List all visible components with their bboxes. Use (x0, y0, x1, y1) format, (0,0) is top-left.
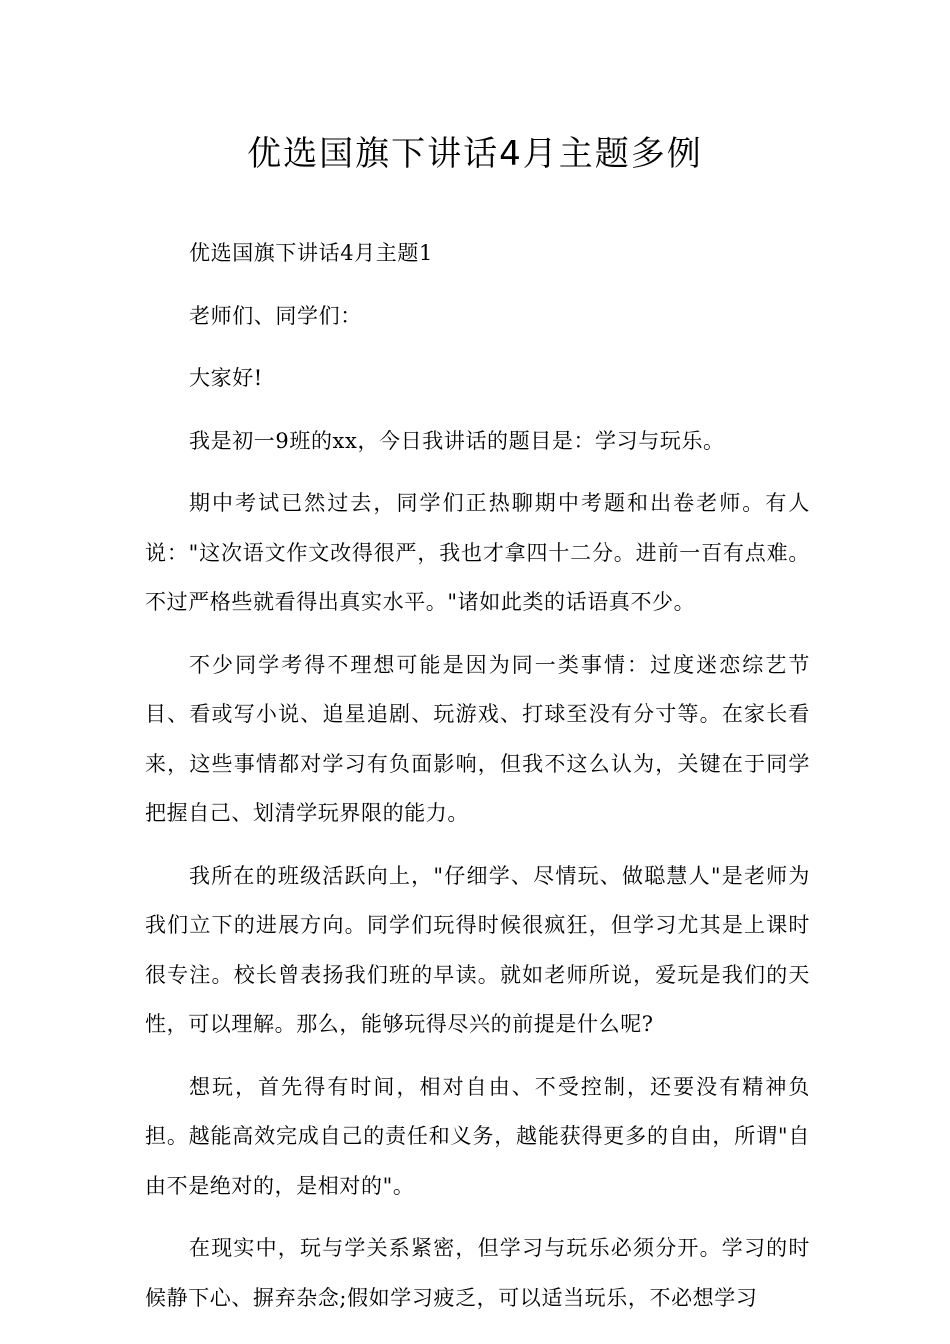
paragraph-body: 不少同学考得不理想可能是因为同一类事情：过度迷恋综艺节目、看或写小说、追星追剧、玩游戏、打球至没有分寸等。在家长看来，这些事情都对学习有负面影响，但我不这么认为，关键在于同学把握自己、划清学玩界限的能力。 (145, 652, 810, 825)
paragraph-body: 在现实中，玩与学关系紧密，但学习与玩乐必须分开。学习的时候静下心、摒弃杂念;假如学习疲乏，可以适当玩乐，不必想学习 (145, 1236, 810, 1310)
paragraph-body: 想玩，首先得有时间，相对自由、不受控制，还要没有精神负担。越能高效完成自己的责任和义务，越能获得更多的自由，所谓"自由不是绝对的，是相对的"。 (145, 1074, 810, 1198)
document-title: 优选国旗下讲话4月主题多例 (247, 134, 703, 174)
paragraph-greeting: 大家好! (189, 366, 263, 390)
paragraph-body: 我所在的班级活跃向上，"仔细学、尽情玩、做聪慧人"是老师为我们立下的进展方向。同学们玩得时候很疯狂，但学习尤其是上课时很专注。校长曾表扬我们班的早读。就如老师所说，爱玩是我们的天性，可以理解。那么，能够玩得尽兴的前提是什么呢? (145, 863, 810, 1036)
paragraph-salutation: 老师们、同学们： (189, 303, 362, 328)
paragraph-introduction: 我是初一9班的xx，今日我讲话的题目是：学习与玩乐。 (189, 428, 725, 453)
paragraph-body: 期中考试已然过去，同学们正热聊期中考题和出卷老师。有人说："这次语文作文改得很严，我也才拿四十二分。进前一百有点难。不过严格些就看得出真实水平。"诸如此类的话语真不少。 (145, 491, 810, 614)
paragraph-subtitle: 优选国旗下讲话4月主题1 (189, 241, 433, 265)
document-body (145, 229, 810, 1336)
